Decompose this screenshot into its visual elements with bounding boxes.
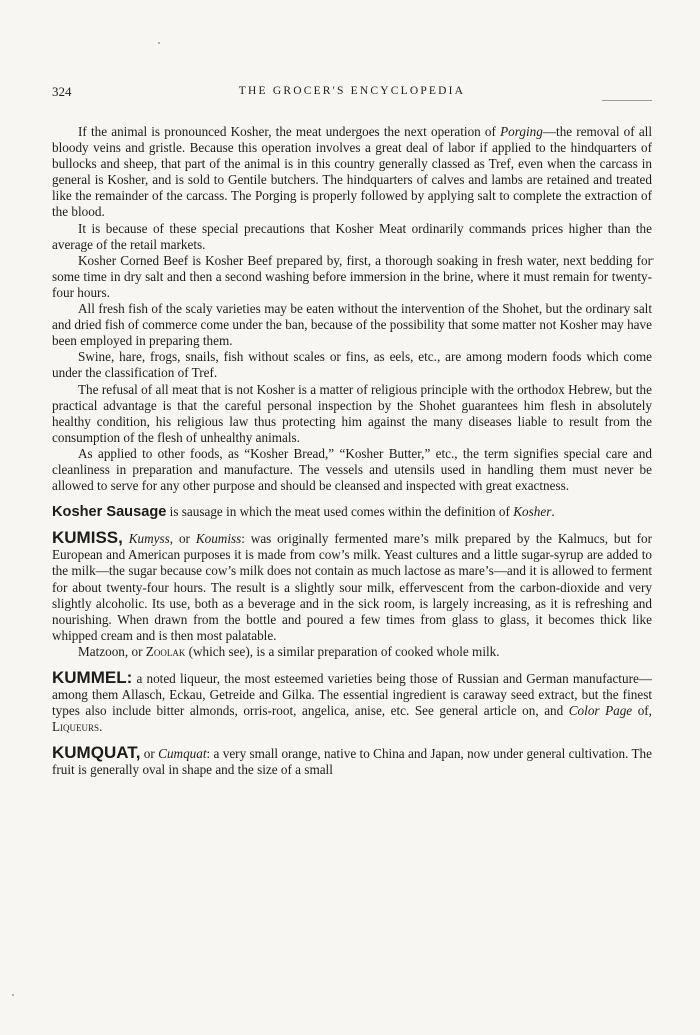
entry-kummel: KUMMEL: a noted liqueur, the most esteemed varieties being those of Russian and German manufacture—among them Allasch, Eckau, Getreide and Gilka. The essential ingredient is caraway seed extract, but the finest types also include bitter almonds, orris-root, angelica, anise, etc. See general article on, and Color Page of, Liqueurs. (52, 668, 652, 735)
scan-speck (12, 994, 14, 996)
paragraph-tref-foods: Swine, hare, frogs, snails, fish without scales or fins, as eels, etc., are among modern foods which come under the classification of Tref. (52, 349, 652, 381)
page-number: 324 (52, 84, 72, 99)
headword-kosher-sausage: Kosher Sausage (52, 504, 167, 521)
ref-zoolak: Zoolak (145, 643, 186, 659)
paragraph-corned-beef: Kosher Corned Beef is Kosher Beef prepared by, first, a thorough soaking in fresh water, next bedding for some time in dry salt and then a second washing before immersion in the brine, where it must remain for twenty-four hours. (52, 252, 652, 300)
header-rule (602, 100, 652, 101)
headword-kummel: KUMMEL: (52, 668, 133, 687)
ref-color-page: Color Page (568, 703, 633, 719)
scan-speck (652, 258, 654, 260)
ref-kosher: Kosher (513, 504, 552, 520)
running-title: THE GROCER'S ENCYCLOPEDIA (238, 85, 466, 97)
scan-speck (158, 42, 160, 44)
alt-spelling-kumyss: Kumyss (128, 531, 170, 547)
paragraph-religious-principle: The refusal of all meat that is not Kosher is a matter of religious principle with the orthodox Hebrew, but the practical advantage is that the careful personal inspection by the Shohet guarantees him flesh in absolutely healthy condition, his religious law thus protecting him against the many diseases liable to result from the consumption of the flesh of unhealthy animals. (52, 381, 652, 445)
running-header (52, 84, 652, 104)
page-body (52, 124, 652, 779)
ref-liqueurs: Liqueurs (52, 719, 100, 735)
alt-spelling-koumiss: Koumiss (195, 531, 242, 547)
paragraph-other-foods: As applied to other foods, as “Kosher Bread,” “Kosher Butter,” etc., the term signifies special care and cleanliness in preparation and manufacture. The vessels and utensils used in handling them must never be allowed to serve for any other purpose and should be cleansed and inspected with great exactness. (52, 445, 652, 494)
entry-kosher-sausage: Kosher Sausage is sausage in which the meat used comes within the definition of Kosher. (52, 504, 555, 521)
entry-kumquat: KUMQUAT, or Cumquat: a very small orange, native to China and Japan, now under general cultivation. The fruit is generally oval in shape and the size of a small (52, 743, 652, 778)
term-porging: Porging (500, 124, 543, 139)
paragraph-fresh-fish: All fresh fish of the scaly varieties may be eaten without the intervention of the Shohet, but the ordinary salt and dried fish of commerce come under the ban, because of the possibility that some matter not Kosher may have been employed in preparing them. (52, 301, 652, 349)
alt-spelling-cumquat: Cumquat (158, 746, 207, 762)
headword-kumiss: KUMISS, (52, 528, 123, 548)
paragraph-kosher-prices: It is because of these special precautions that Kosher Meat ordinarily commands prices higher than the average of the retail markets. (52, 220, 652, 252)
entry-kumiss: KUMISS, Kumyss, or Koumiss: was originally fermented mare’s milk prepared by the Kalmucs, but for European and American purposes it is made from cow’s milk. Yeast cultures and a little sugar-syrup are added to the milk—the sugar because cow’s milk does not contain as much lactose as mare’s—and it is allowed to ferment for about twenty-four hours. The result is a slightly sour milk, effervescent from the carbon-dioxide and very slightly alcoholic. Its use, both as a beverage and in the sick room, is largely increasing, as it is refreshing and nourishing. When drawn from the bottle and poured a few times from glass to glass, it becomes thick like whipped cream and is then most palatable. (52, 528, 652, 643)
headword-kumquat: KUMQUAT, (52, 743, 141, 763)
paragraph-matzoon: Matzoon, or Zoolak (which see), is a similar preparation of cooked whole milk. (78, 643, 500, 659)
paragraph-porging: If the animal is pronounced Kosher, the meat undergoes the next operation of Porging—the removal of all bloody veins and gristle. Because this operation involves a great deal of labor if applied to the hindquarters of bullocks and sheep, that part of the animal is in this country generally classed as Tref, even when the carcass in general is Kosher, and is sold to Gentile butchers. The hindquarters of calves and lambs are retained and treated like the remainder of the carcass. The Porging is properly followed by applying salt to complete the extraction of the blood. (52, 124, 652, 220)
